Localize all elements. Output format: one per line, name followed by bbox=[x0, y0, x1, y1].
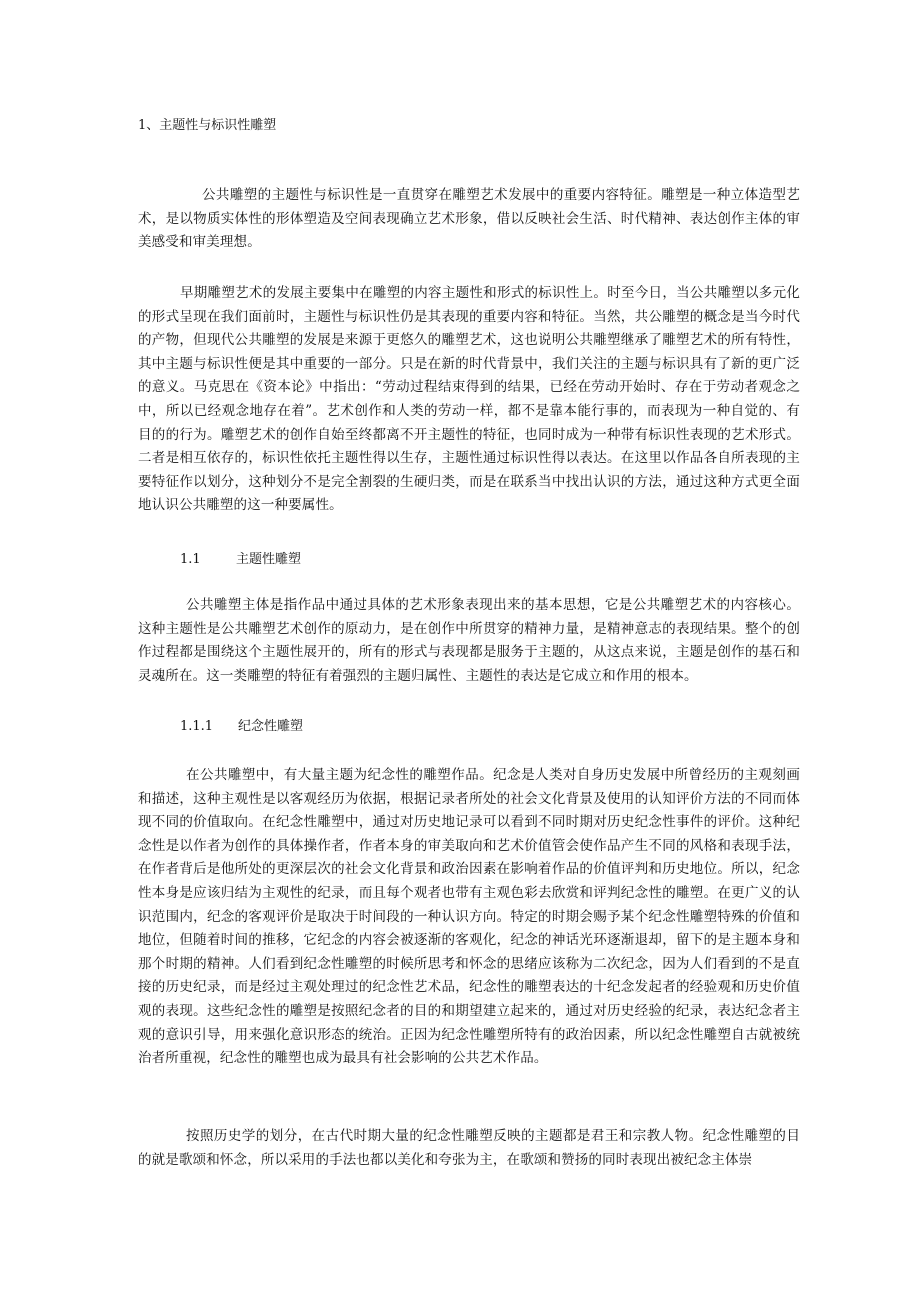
section-number-1-1: 1.1 bbox=[180, 552, 201, 567]
section-heading-1-text: 1、主题性与标识性雕塑 bbox=[138, 118, 277, 133]
section-title-1-1: 主题性雕塑 bbox=[236, 552, 302, 567]
section-heading-1-1 bbox=[180, 550, 301, 570]
section-title-1-1-1: 纪念性雕塑 bbox=[238, 719, 304, 734]
paragraph-5: 按照历史学的划分，在古代时期大量的纪念性雕塑反映的主题都是君王和宗教人物。纪念性雕塑的目的就是歌颂和怀念，所以采用的手法也都以美化和夸张为主，在歌颂和赞扬的同时表现出被纪念主体崇 bbox=[138, 1128, 800, 1168]
paragraph-1: 公共雕塑的主题性与标识性是一直贯穿在雕塑艺术发展中的重要内容特征。雕塑是一种立体造型艺术，是以物质实体性的形体塑造及空间表现确立艺术形象，借以反映社会生活、时代精神、表达创作主体的审美感受和审美理想。 bbox=[138, 187, 800, 251]
section-heading-1 bbox=[138, 116, 276, 136]
section-number-1-1-1: 1.1.1 bbox=[180, 719, 214, 734]
paragraph-3: 公共雕塑主体是指作品中通过具体的艺术形象表现出来的基本思想，它是公共雕塑艺术的内容核心。这种主题性是公共雕塑艺术创作的原动力，是在创作中所贯穿的精神力量，是精神意志的表现结果。整个的创作过程都是围绕这个主题性展开的，所有的形式与表现都是服务于主题的，从这点来说，主题是创作的基石和灵魂所在。这一类雕塑的特征有着强烈的主题归属性、主题性的表达是它成立和作用的根本。 bbox=[138, 597, 800, 684]
paragraph-2: 早期雕塑艺术的发展主要集中在雕塑的内容主题性和形式的标识性上。时至今日，当公共雕塑以多元化的形式呈现在我们面前时，主题性与标识性仍是其表现的重要内容和特征。当然，共公雕塑的概念是当今时代的产物，但现代公共雕塑的发展是来源于更悠久的雕塑艺术，这也说明公共雕塑继承了雕塑艺术的所有特性，其中主题与标识性便是其中重要的一部分。只是在新的时代背景中，我们关注的主题与标识具有了新的更广泛的意义。马克思在《资本论》中指出：“劳动过程结束得到的结果，已经在劳动开始时、存在于劳动者观念之中，所以已经观念地存在着”。艺术创作和人类的劳动一样，都不是靠本能行事的，而表现为一种自觉的、有目的的行为。雕塑艺术的创作自始至终都离不开主题性的特征，也同时成为一种带有标识性表现的艺术形式。二者是相互依存的，标识性依托主题性得以生存，主题性通过标识性得以表达。在这里以作品各自所表现的主要特征作以划分，这种划分不是完全割裂的生硬归类，而是在联系当中找出认识的方法，通过这种方式更全面地认识公共雕塑的这一种要属性。 bbox=[138, 285, 800, 514]
section-heading-1-1-1 bbox=[180, 717, 303, 737]
paragraph-4: 在公共雕塑中，有大量主题为纪念性的雕塑作品。纪念是人类对自身历史发展中所曾经历的主观刻画和描述，这种主观性是以客观经历为依据，根据记录者所处的社会文化背景及使用的认知评价方法的不同而体现不同的价值取向。在纪念性雕塑中，通过对历史地记录可以看到不同时期对历史纪念性事件的评价。这种纪念性是以作者为创作的具体操作者，作者本身的审美取向和艺术价值管会使作品产生不同的风格和表现手法，在作者背后是他所处的更深层次的社会文化背景和政治因素在影响着作品的价值评判和历史地位。所以，纪念性本身是应该归结为主观性的纪录，而且每个观者也带有主观色彩去欣赏和评判纪念性的雕塑。在更广义的认识范围内，纪念的客观评价是取决于时间段的一种认识方向。特定的时期会赐予某个纪念性雕塑特殊的价值和地位，但随着时间的推移，它纪念的内容会被逐渐的客观化，纪念的神话光环逐渐退却，留下的是主题本身和那个时期的精神。人们看到纪念性雕塑的时候所思考和怀念的思绪应该称为二次纪念，因为人们看到的不是直接的历史纪录，而是经过主观处理过的纪念性艺术品，纪念性的雕塑表达的十纪念发起者的经验观和历史价值观的表现。这些纪念性的雕塑是按照纪念者的目的和期望建立起来的，通过对历史经验的纪录，表达纪念者主观的意识引导，用来强化意识形态的统治。正因为纪念性雕塑所特有的政治因素，所以纪念性雕塑自古就被统治者所重视，纪念性的雕塑也成为最具有社会影响的公共艺术作品。 bbox=[138, 767, 800, 1067]
